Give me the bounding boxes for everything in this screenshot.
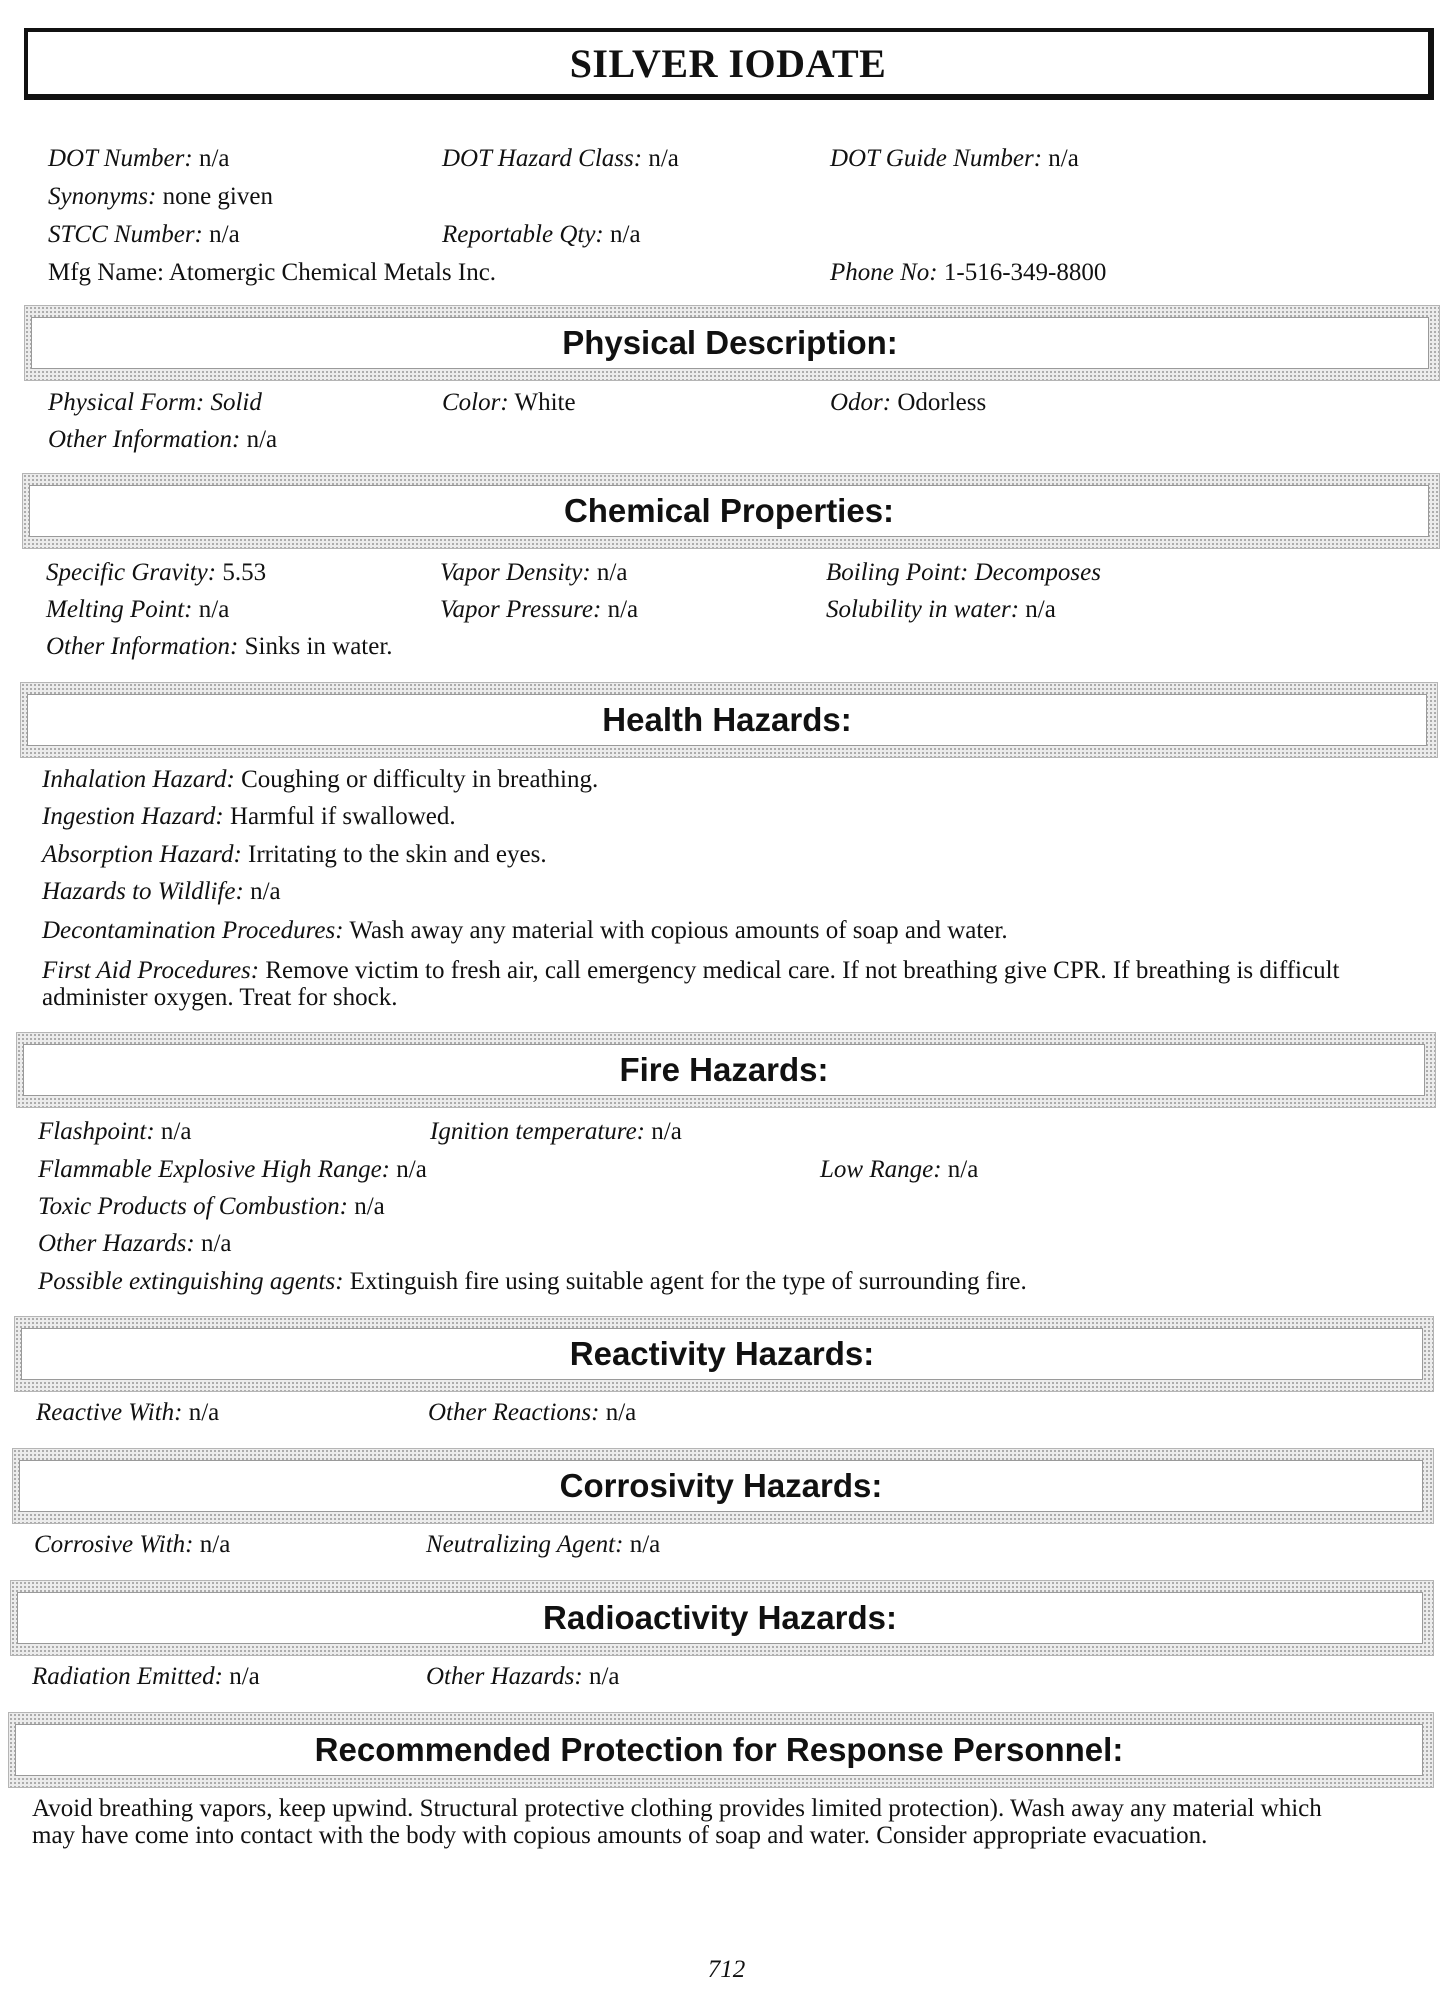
page-title: SILVER IODATE (569, 40, 887, 86)
extinguishing-agents-value: Extinguish fire using suitable agent for the type of surrounding fire. (349, 1268, 1027, 1295)
mfg-name-field (48, 258, 496, 288)
radioactivity-hazards-bar (10, 1580, 1434, 1656)
solubility-label: Solubility in water: (826, 596, 1020, 623)
high-range-label: Flammable Explosive High Range: (38, 1156, 390, 1183)
health-hazards-heading: Health Hazards: (602, 701, 852, 738)
extinguishing-agents-label: Possible extinguishing agents: (38, 1268, 344, 1295)
specific-gravity-value: 5.53 (222, 559, 267, 586)
corrosive-with-value: n/a (199, 1531, 231, 1558)
radio-other-hazards-field (426, 1662, 620, 1692)
dot-number-value: n/a (198, 145, 230, 172)
high-range-value: n/a (396, 1156, 427, 1183)
extinguishing-agents-field (38, 1267, 1027, 1297)
stcc-number-field (48, 220, 240, 250)
low-range-value: n/a (947, 1156, 979, 1183)
fire-other-hazards-value: n/a (200, 1230, 232, 1257)
dot-hazard-class-label: DOT Hazard Class: (442, 145, 643, 172)
reportable-qty-field (442, 220, 641, 250)
specific-gravity-field (46, 558, 266, 588)
odor-label: Odor: (830, 389, 892, 416)
page-number: 712 (707, 1956, 746, 1983)
synonyms-value: none given (162, 183, 273, 210)
ignition-temperature-field (430, 1117, 682, 1147)
protection-heading: Recommended Protection for Response Personnel: (314, 1731, 1124, 1768)
odor-value: Odorless (897, 389, 987, 416)
melting-point-field (46, 595, 229, 625)
solubility-value: n/a (1025, 596, 1056, 623)
mfg-name-label: Mfg Name: (48, 259, 164, 286)
stcc-number-label: STCC Number: (48, 221, 203, 248)
title-box (24, 28, 1434, 100)
inhalation-hazard-label: Inhalation Hazard: (42, 766, 235, 793)
boiling-point-value: Decomposes (974, 559, 1101, 586)
absorption-hazard-value: Irritating to the skin and eyes. (248, 841, 547, 868)
flashpoint-field (38, 1117, 191, 1147)
radiation-emitted-label: Radiation Emitted: (32, 1663, 223, 1690)
corrosivity-hazards-heading: Corrosivity Hazards: (559, 1467, 883, 1504)
protection-text (32, 1795, 1367, 1849)
inhalation-hazard-value: Coughing or difficulty in breathing. (241, 766, 599, 793)
reactivity-hazards-bar (14, 1316, 1434, 1392)
boiling-point-label: Boiling Point: (826, 559, 969, 586)
fire-other-hazards-field (38, 1229, 232, 1259)
fire-other-hazards-label: Other Hazards: (38, 1230, 195, 1257)
decontamination-value: Wash away any material with copious amounts of soap and water. (349, 917, 1008, 944)
decontamination-label: Decontamination Procedures: (42, 917, 344, 944)
dot-hazard-class-field (442, 144, 679, 174)
radiation-emitted-field (32, 1662, 260, 1692)
high-range-field (38, 1155, 427, 1185)
other-reactions-field (428, 1398, 636, 1428)
color-value: White (514, 389, 576, 416)
wildlife-hazard-field (42, 877, 281, 907)
phone-value: 1-516-349-8800 (943, 259, 1107, 286)
physical-description-heading: Physical Description: (562, 324, 898, 361)
reactive-with-value: n/a (188, 1399, 220, 1426)
ignition-temperature-label: Ignition temperature: (430, 1118, 646, 1145)
toxic-products-field (38, 1192, 385, 1222)
fire-hazards-bar (16, 1032, 1436, 1108)
other-reactions-value: n/a (605, 1399, 637, 1426)
physical-form-value: Solid (210, 389, 262, 416)
first-aid-field (42, 957, 1417, 1011)
flashpoint-label: Flashpoint: (38, 1118, 155, 1145)
fire-hazards-heading: Fire Hazards: (619, 1051, 829, 1088)
dot-number-field (48, 144, 230, 174)
first-aid-label: First Aid Procedures: (42, 957, 260, 984)
dot-guide-number-field (830, 144, 1079, 174)
physical-form-field (48, 388, 262, 418)
ingestion-hazard-label: Ingestion Hazard: (42, 803, 224, 830)
physical-other-label: Other Information: (48, 426, 241, 453)
odor-field (830, 388, 986, 418)
dot-hazard-class-value: n/a (648, 145, 679, 172)
wildlife-hazard-value: n/a (250, 878, 281, 905)
vapor-pressure-label: Vapor Pressure: (440, 596, 602, 623)
first-aid-value: Remove victim to fresh air, call emergency medical care. If not breathing give CPR. If breathing is difficult administer oxygen. Treat for shock. (42, 957, 1340, 1011)
dot-guide-number-label: DOT Guide Number: (830, 145, 1043, 172)
other-reactions-label: Other Reactions: (428, 1399, 600, 1426)
low-range-field (820, 1155, 978, 1185)
reactive-with-label: Reactive With: (36, 1399, 183, 1426)
toxic-products-value: n/a (354, 1193, 385, 1220)
chemical-properties-heading: Chemical Properties: (563, 492, 895, 529)
flashpoint-value: n/a (160, 1118, 192, 1145)
physical-other-field (48, 425, 277, 455)
phone-field (830, 258, 1106, 288)
synonyms-field (48, 182, 273, 212)
protection-body: Avoid breathing vapors, keep upwind. Structural protective clothing provides limited protection). Wash away any material which may have come into contact with the body with copious amounts of soap and water. Consider appropriate evacuation. (32, 1795, 1322, 1849)
reactivity-hazards-heading: Reactivity Hazards: (569, 1335, 875, 1372)
dot-guide-number-value: n/a (1048, 145, 1079, 172)
absorption-hazard-field (42, 840, 547, 870)
physical-form-label: Physical Form: (48, 389, 205, 416)
ignition-temperature-value: n/a (651, 1118, 682, 1145)
neutralizing-agent-label: Neutralizing Agent: (426, 1531, 624, 1558)
stcc-number-value: n/a (209, 221, 240, 248)
corrosive-with-field (34, 1530, 230, 1560)
decontamination-field (42, 916, 1008, 946)
physical-description-bar (24, 305, 1440, 381)
radio-other-hazards-label: Other Hazards: (426, 1663, 583, 1690)
physical-other-value: n/a (246, 426, 278, 453)
vapor-pressure-value: n/a (607, 596, 639, 623)
melting-point-label: Melting Point: (46, 596, 193, 623)
neutralizing-agent-value: n/a (629, 1531, 661, 1558)
low-range-label: Low Range: (820, 1156, 942, 1183)
color-field (442, 388, 576, 418)
chemical-other-label: Other Information: (46, 633, 239, 660)
vapor-density-value: n/a (596, 559, 628, 586)
reportable-qty-value: n/a (610, 221, 641, 248)
color-label: Color: (442, 389, 509, 416)
specific-gravity-label: Specific Gravity: (46, 559, 217, 586)
vapor-density-field (440, 558, 627, 588)
absorption-hazard-label: Absorption Hazard: (42, 841, 242, 868)
solubility-field (826, 595, 1056, 625)
vapor-density-label: Vapor Density: (440, 559, 591, 586)
radiation-emitted-value: n/a (229, 1663, 260, 1690)
phone-label: Phone No: (830, 259, 938, 286)
chemical-properties-bar (22, 473, 1440, 549)
boiling-point-field (826, 558, 1101, 588)
wildlife-hazard-label: Hazards to Wildlife: (42, 878, 244, 905)
protection-bar (8, 1712, 1434, 1788)
inhalation-hazard-field (42, 765, 598, 795)
melting-point-value: n/a (198, 596, 230, 623)
radio-other-hazards-value: n/a (588, 1663, 620, 1690)
radioactivity-hazards-heading: Radioactivity Hazards: (543, 1599, 897, 1636)
synonyms-label: Synonyms: (48, 183, 157, 210)
chemical-other-value: Sinks in water. (244, 633, 393, 660)
chemical-other-field (46, 632, 393, 662)
ingestion-hazard-value: Harmful if swallowed. (229, 803, 456, 830)
vapor-pressure-field (440, 595, 638, 625)
corrosivity-hazards-bar (12, 1448, 1434, 1524)
corrosive-with-label: Corrosive With: (34, 1531, 194, 1558)
reactive-with-field (36, 1398, 219, 1428)
mfg-name-value: Atomergic Chemical Metals Inc. (168, 259, 497, 286)
neutralizing-agent-field (426, 1530, 660, 1560)
reportable-qty-label: Reportable Qty: (442, 221, 604, 248)
toxic-products-label: Toxic Products of Combustion: (38, 1193, 348, 1220)
health-hazards-bar (20, 682, 1438, 758)
ingestion-hazard-field (42, 802, 456, 832)
dot-number-label: DOT Number: (48, 145, 193, 172)
